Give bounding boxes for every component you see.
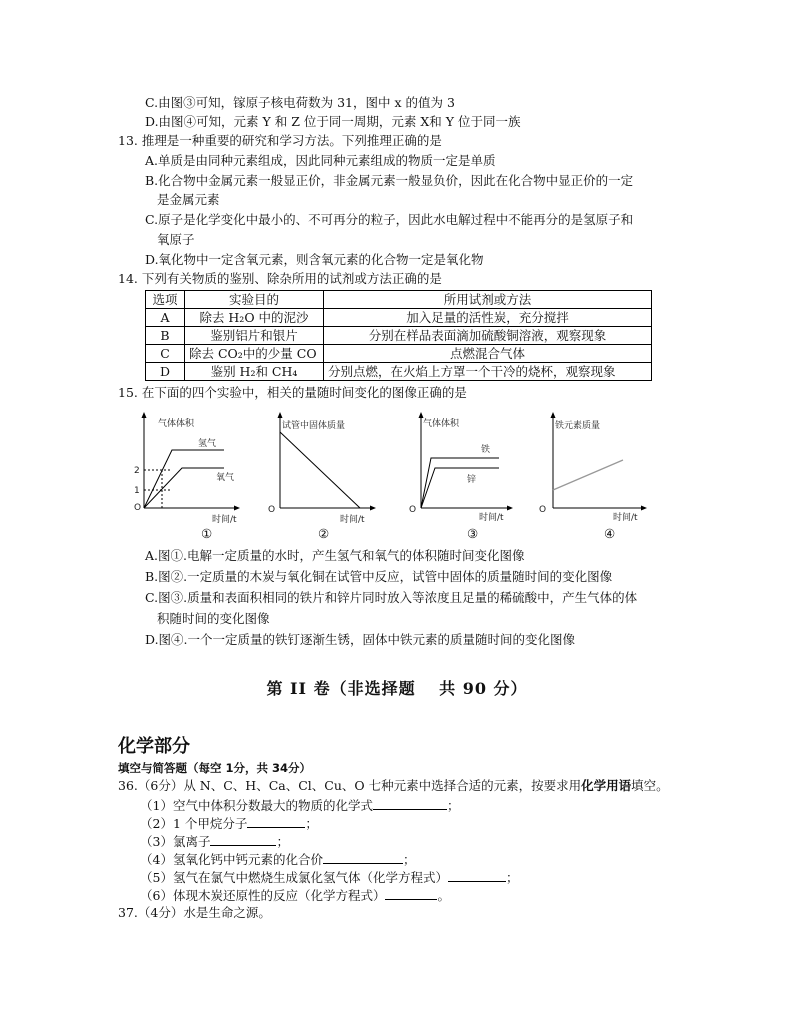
tick-label: 1 [134, 486, 140, 496]
q13-option-b-cont: 是金属元素 [157, 192, 220, 207]
answer-blank[interactable] [373, 797, 447, 810]
q13-option-c: C.原子是化学变化中最小的、不可再分的粒子，因此水电解过程中不能再分的是氢原子和 [145, 212, 634, 227]
q15-stem: 15. 在下面的四个实验中，相关的量随时间变化的图像正确的是 [118, 385, 467, 400]
q36-stem [118, 778, 669, 794]
series-label: 铁 [481, 445, 491, 455]
graph-2-svg [262, 410, 377, 525]
q13-option-b: B.化合物中金属元素一般显正价，非金属元素一般显负价，因此在化合物中显正价的一定 [145, 173, 634, 188]
q36-item-end: ； [446, 798, 460, 813]
section-title: 第 II 卷（非选择题 共 90 分） [266, 679, 528, 698]
q36-item-3 [140, 833, 289, 850]
q36-item-end: ； [305, 816, 318, 831]
table-cell: 鉴别 H₂和 CH₄ [185, 363, 324, 381]
y-axis-label: 试管中固体质量 [282, 421, 346, 431]
graph-2 [262, 410, 377, 524]
origin-label: O [134, 503, 142, 513]
table-cell: A [146, 309, 185, 327]
tick-label: 2 [134, 466, 140, 476]
x-axis-arrow [234, 506, 240, 511]
x-axis-arrow [507, 506, 513, 511]
x-axis-label: 时间/t [212, 515, 237, 525]
table-cell: 加入足量的活性炭，充分搅拌 [324, 309, 652, 327]
table-row [146, 327, 652, 345]
y-axis-arrow [278, 412, 283, 418]
series-line-iron [421, 458, 499, 508]
q14-stem: 14. 下列有关物质的鉴别、除杂所用的试剂或方法正确的是 [118, 271, 442, 286]
graph-3-number: ③ [467, 526, 479, 541]
y-axis-arrow [419, 412, 424, 418]
graph-1 [132, 410, 242, 524]
table-row [146, 363, 652, 381]
x-axis-label: 时间/t [479, 513, 504, 523]
table-row [146, 309, 652, 327]
q36-item-text: （6）体现木炭还原性的反应（化学方程式） [140, 888, 386, 903]
x-axis-label: 时间/t [340, 515, 365, 525]
origin-label: O [539, 505, 547, 515]
origin-label: O [268, 505, 276, 515]
graph-2-number: ② [318, 526, 330, 541]
q13-stem: 13. 推理是一种重要的研究和学习方法。下列推理正确的是 [118, 133, 442, 148]
x-axis-arrow [641, 506, 647, 511]
q12-option-c: C.由图③可知，镓原子核电荷数为 31，图中 x 的值为 3 [145, 95, 455, 110]
q36-item-text: （3）氯离子 [140, 834, 211, 849]
graph-3 [405, 410, 515, 524]
q15-option-a: A.图①.电解一定质量的水时，产生氢气和氧气的体积随时间变化图像 [145, 548, 525, 563]
q36-item-1 [140, 797, 459, 814]
q36-item-5 [140, 869, 518, 886]
q37-stem: 37.（4分）水是生命之源。 [118, 905, 271, 920]
q36-item-text: （4）氢氧化钙中钙元素的化合价 [140, 852, 323, 867]
table-cell: 点燃混合气体 [324, 345, 652, 363]
table-cell: B [146, 327, 185, 345]
series-label: 氢气 [198, 439, 217, 449]
graph-4-number: ④ [604, 526, 616, 541]
chemistry-heading: 化学部分 [118, 736, 190, 757]
q36-item-text: （1）空气中体积分数最大的物质的化学式 [140, 798, 373, 813]
table-header-row [146, 291, 652, 309]
q14-table [145, 290, 652, 381]
y-axis-arrow [551, 412, 556, 418]
q13-option-d: D.氧化物中一定含氧元素，则含氧元素的化合物一定是氧化物 [145, 252, 484, 267]
q36-stem-c: 填空。 [631, 778, 669, 793]
y-axis-label: 铁元素质量 [555, 421, 601, 431]
q36-item-text: （5）氢气在氯气中燃烧生成氯化氢气体（化学方程式） [140, 870, 448, 885]
q15-option-c: C.图③.质量和表面积相同的铁片和锌片同时放入等浓度且足量的稀硫酸中，产生气体的体 [145, 590, 638, 605]
origin-label: O [409, 505, 417, 515]
series-line-solid-mass [280, 432, 360, 508]
q36-item-4 [140, 851, 415, 868]
q15-option-c-cont: 积随时间的变化图像 [157, 611, 270, 626]
graph-4-svg [535, 410, 650, 523]
q13-option-c-cont: 氧原子 [157, 232, 195, 247]
table-cell: 鉴别铝片和银片 [185, 327, 324, 345]
table-cell: 除去 H₂O 中的泥沙 [185, 309, 324, 327]
table-header: 实验目的 [185, 291, 324, 309]
graph-1-svg [132, 410, 242, 525]
q36-item-end: ； [505, 870, 519, 885]
q36-stem-emphasis: 化学用语 [581, 778, 632, 793]
fill-in-heading: 填空与简答题（每空 1分，共 34分） [118, 761, 312, 775]
q36-item-end: ； [276, 834, 289, 849]
answer-blank[interactable] [210, 833, 276, 846]
q36-item-end: 。 [437, 888, 450, 903]
answer-blank[interactable] [385, 887, 437, 900]
series-line-oxygen [144, 468, 224, 508]
x-axis-arrow [370, 506, 376, 511]
q12-option-d: D.由图④可知，元素 Y 和 Z 位于同一周期，元素 X和 Y 位于同一族 [145, 114, 521, 129]
table-cell: 分别在样品表面滴加硫酸铜溶液，观察现象 [324, 327, 652, 345]
answer-blank[interactable] [323, 851, 403, 864]
answer-blank[interactable] [448, 869, 506, 882]
x-axis-label: 时间/t [613, 513, 638, 523]
q36-item-text: （2）1 个甲烷分子 [140, 816, 248, 831]
q36-item-2 [140, 815, 318, 832]
y-axis-arrow [142, 412, 147, 418]
series-label: 锌 [467, 475, 477, 485]
graph-3-svg [405, 410, 515, 523]
series-label: 氧气 [216, 473, 235, 483]
q36-item-end: ； [402, 852, 416, 867]
y-axis-label: 气体体积 [423, 419, 460, 429]
series-line-iron-mass [553, 460, 623, 490]
table-cell: C [146, 345, 185, 363]
table-cell: 除去 CO₂中的少量 CO [185, 345, 324, 363]
q36-item-6 [140, 887, 450, 904]
q15-option-d: D.图④.一个一定质量的铁钉逐渐生锈，固体中铁元素的质量随时间的变化图像 [145, 632, 576, 647]
table-header: 选项 [146, 291, 185, 309]
q36-stem-a: 36.（6分）从 N、C、H、Ca、Cl、Cu、O 七种元素中选择合适的元素，按要求用 [118, 778, 582, 793]
table-cell: D [146, 363, 185, 381]
q13-option-a: A.单质是由同种元素组成，因此同种元素组成的物质一定是单质 [145, 153, 496, 168]
answer-blank[interactable] [247, 815, 305, 828]
graph-4 [535, 410, 650, 524]
table-row [146, 345, 652, 363]
y-axis-label: 气体体积 [158, 419, 195, 429]
q15-option-b: B.图②.一定质量的木炭与氧化铜在试管中反应，试管中固体的质量随时间的变化图像 [145, 569, 613, 584]
graph-1-number: ① [201, 526, 213, 541]
series-line-zinc [421, 468, 499, 508]
table-header: 所用试剂或方法 [324, 291, 652, 309]
series-line-hydrogen [144, 450, 224, 508]
table-cell: 分别点燃，在火焰上方罩一个干冷的烧杯，观察现象 [324, 363, 652, 381]
